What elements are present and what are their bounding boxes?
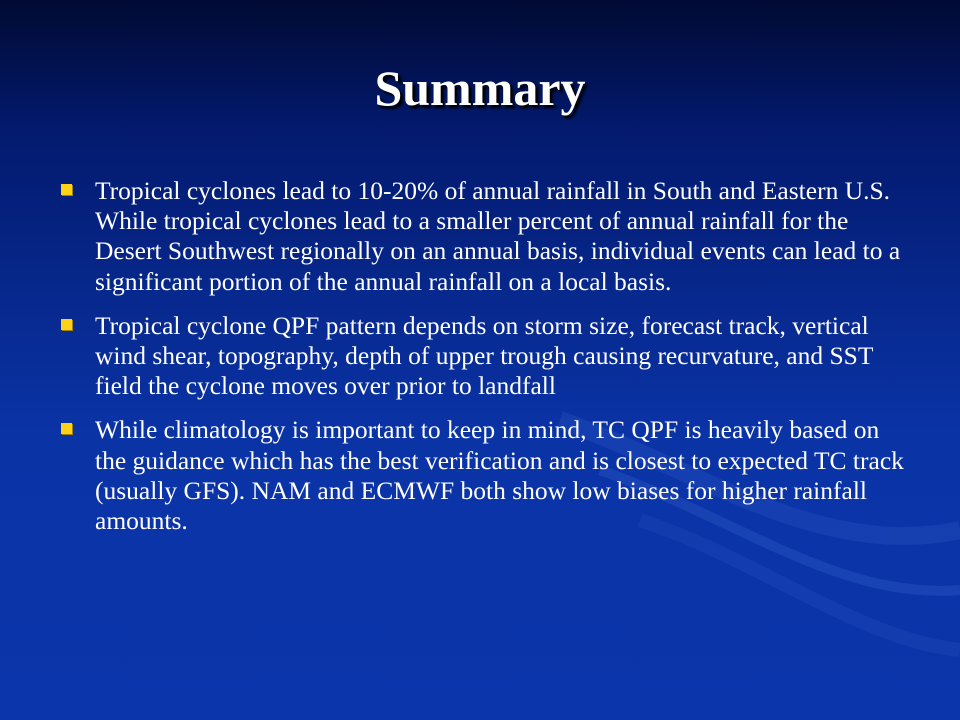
bullet-text: While climatology is important to keep in mind, TC QPF is heavily based on the guidance which has the best verification and is closest to expected TC track (usually GFS). NAM and ECMWF both show low biases for higher rainfall amounts. bbox=[95, 415, 904, 536]
slide-title: Summary bbox=[374, 60, 586, 116]
bullet-item bbox=[58, 415, 908, 536]
square-bullet-icon bbox=[61, 184, 72, 195]
bullet-text: Tropical cyclones lead to 10-20% of annual rainfall in South and Eastern U.S. While tropical cyclones lead to a smaller percent of annual rainfall for the Desert Southwest regionally on an annual basis, individual events can lead to a significant portion of the annual rainfall on a local basis. bbox=[95, 176, 901, 296]
bullet-item bbox=[58, 311, 908, 402]
square-bullet-icon bbox=[61, 423, 72, 434]
bullet-list bbox=[58, 176, 908, 550]
square-bullet-icon bbox=[61, 319, 72, 330]
bullet-item bbox=[58, 176, 908, 297]
bullet-text: Tropical cyclone QPF pattern depends on storm size, forecast track, vertical wind shear, topography, depth of upper trough causing recurvature, and SST field the cyclone moves over prior to landfall bbox=[95, 310, 873, 401]
